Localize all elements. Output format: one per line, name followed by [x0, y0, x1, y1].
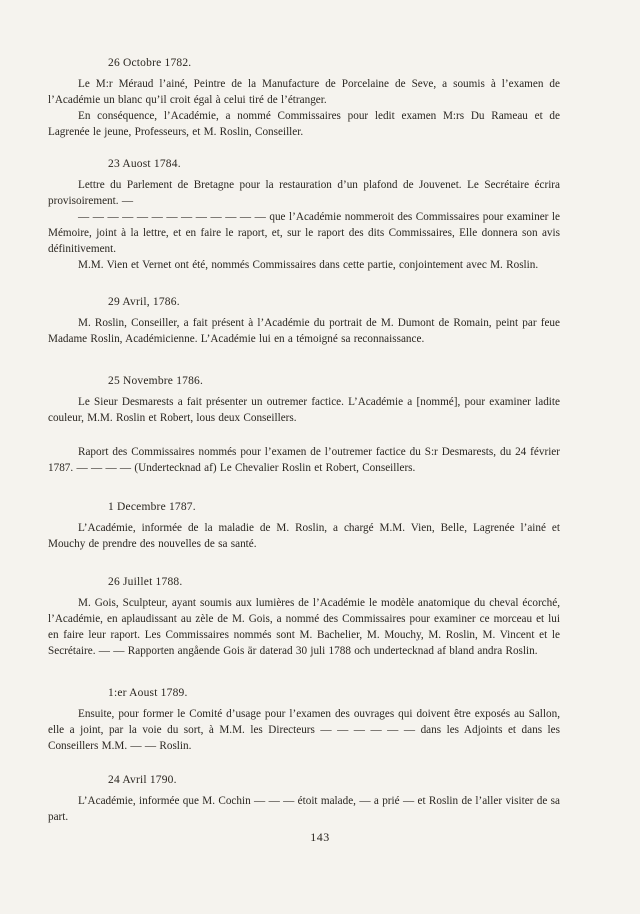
entry-paragraph: — — — — — — — — — — — — — que l’Académie nommeroit des Commissaires pour examiner le Mémoire, joint à la lettre, et en faire le raport, et, sur le raport des dits Commissaires, Elle donnera son avis définitivement.	[48, 211, 560, 255]
entry-date: 26 Juillet 1788.	[108, 576, 183, 588]
entry-date: 26 Octobre 1782.	[108, 57, 192, 69]
entry-1782-10-26	[48, 56, 560, 140]
entry-paragraph: L’Académie, informée de la maladie de M. Roslin, a chargé M.M. Vien, Belle, Lagrenée l’ainé et Mouchy de prendre des nouvelles de sa santé.	[48, 522, 560, 550]
entry-paragraph: En conséquence, l’Académie, a nommé Commissaires pour ledit examen M:rs Du Rameau et de Lagrenée le jeune, Professeurs, et M. Roslin, Conseiller.	[48, 110, 560, 138]
entry-paragraph: Le M:r Méraud l’ainé, Peintre de la Manufacture de Porcelaine de Seve, a soumis à l’examen de l’Académie un blanc qu’il croit égal à celui tiré de l’étranger.	[48, 78, 560, 106]
entry-paragraph: M. Gois, Sculpteur, ayant soumis aux lumières de l’Académie le modèle anatomique du cheval écorché, l’Académie, en aplaudissant au zèle de M. Gois, a nommé des Commissaires pour examiner ce morceau et lui en faire leur raport. Les Commissaires nommés sont M. Bachelier, M. Mouchy, M. Roslin, M. Vincent et le Secrétaire. — — Rapporten angående Gois är daterad 30 juli 1788 och undertecknad af bland andra Roslin.	[48, 597, 560, 657]
entry-paragraph: Le Sieur Desmarests a fait présenter un outremer factice. L’Académie a [nommé], pour examiner ladite couleur, M.M. Roslin et Robert, lous deux Conseillers.	[48, 396, 560, 424]
entry-paragraph: M.M. Vien et Vernet ont été, nommés Commissaires dans cette partie, conjointement avec M. Roslin.	[78, 259, 539, 271]
entry-1786-11-25	[48, 374, 560, 426]
entry-paragraph: L’Académie, informée que M. Cochin — — — étoit malade, — a prié — et Roslin de l’aller visiter de sa part.	[48, 795, 560, 823]
entry-date: 1 Decembre 1787.	[108, 501, 196, 513]
entry-1788-07-26	[48, 575, 560, 659]
entry-paragraph: Raport des Commissaires nommés pour l’examen de l’outremer factice du S:r Desmarests, du 24 février 1787. — — — — (Undertecknad af) Le Chevalier Roslin et Robert, Conseillers.	[48, 446, 560, 474]
entry-date: 1:er Aoust 1789.	[108, 687, 188, 699]
entry-paragraph: Lettre du Parlement de Bretagne pour la restauration d’un plafond de Jouvenet. Le Secrétaire écrira provisoirement. —	[48, 179, 560, 207]
entry-1787-12-01	[48, 500, 560, 552]
entry-date: 25 Novembre 1786.	[108, 375, 204, 387]
entry-1786-04-29	[48, 295, 560, 347]
entry-date: 24 Avril 1790.	[108, 774, 177, 786]
entry-paragraph: Ensuite, pour former le Comité d’usage pour l’examen des ouvrages qui doivent être exposés au Sallon, elle a joint, par la voie du sort, à M.M. les Directeurs — — — — — — dans les Adjoints et dans les Conseillers M.M. — — Roslin.	[48, 708, 560, 752]
page-number: 143	[310, 830, 330, 844]
entry-raport-1787	[48, 444, 560, 476]
entry-1789-08-01	[48, 686, 560, 754]
entry-1790-04-24	[48, 773, 560, 825]
entry-1784-08-23	[48, 157, 560, 273]
entry-paragraph: M. Roslin, Conseiller, a fait présent à l’Académie du portrait de M. Dumont de Romain, peint par feue Madame Roslin, Académicienne. L’Académie lui en a témoigné sa reconnaissance.	[48, 317, 560, 345]
entry-date: 29 Avril, 1786.	[108, 296, 180, 308]
entry-date: 23 Auost 1784.	[108, 158, 181, 170]
